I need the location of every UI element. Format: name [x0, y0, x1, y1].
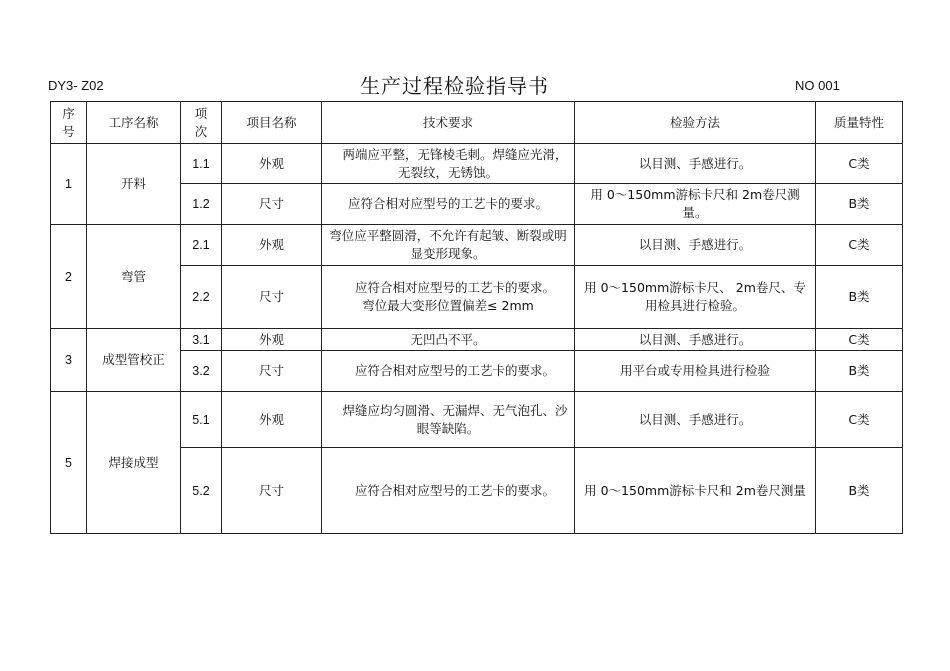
- cell-item-no: 1.1: [181, 144, 222, 184]
- cell-method: 以目测、手感进行。: [575, 329, 816, 351]
- cell-requirement: 无凹凸不平。: [322, 329, 575, 351]
- cell-item-no: 2.2: [181, 266, 222, 329]
- cell-requirement: 两端应平整，无锋棱毛刺。焊缝应光滑，无裂纹，无锈蚀。: [322, 144, 575, 184]
- cell-quality: B类: [816, 448, 903, 534]
- cell-process: 成型管校正: [87, 329, 181, 392]
- cell-item-name: 外观: [222, 392, 322, 448]
- cell-item-no: 5.2: [181, 448, 222, 534]
- header-seq: 序 号: [51, 102, 87, 144]
- cell-method: 用 0～150mm游标卡尺、 2m卷尺、专用检具进行检验。: [575, 266, 816, 329]
- cell-method: 用 0～150mm游标卡尺和 2m卷尺测量。: [575, 184, 816, 225]
- document-number: NO 001: [795, 78, 840, 93]
- table-row: [51, 329, 903, 351]
- cell-quality: B类: [816, 184, 903, 225]
- cell-process: 弯管: [87, 225, 181, 329]
- cell-process: 焊接成型: [87, 392, 181, 534]
- cell-quality: B类: [816, 266, 903, 329]
- header-inspection-method: 检验方法: [575, 102, 816, 144]
- cell-requirement: 应符合相对应型号的工艺卡的要求。: [322, 448, 575, 534]
- header-technical-requirement: 技术要求: [322, 102, 575, 144]
- cell-process: 开料: [87, 144, 181, 225]
- cell-item-no: 3.1: [181, 329, 222, 351]
- cell-quality: C类: [816, 392, 903, 448]
- cell-seq: 3: [51, 329, 87, 392]
- cell-seq: 1: [51, 144, 87, 225]
- cell-quality: C类: [816, 225, 903, 266]
- cell-requirement: 焊缝应均匀圆滑、无漏焊、无气泡孔、沙眼等缺陷。: [322, 392, 575, 448]
- cell-item-no: 3.2: [181, 351, 222, 392]
- header-item-name: 项目名称: [222, 102, 322, 144]
- cell-item-no: 1.2: [181, 184, 222, 225]
- cell-seq: 5: [51, 392, 87, 534]
- header-item-no: 项 次: [181, 102, 222, 144]
- document-code: DY3- Z02: [48, 78, 104, 93]
- cell-item-name: 尺寸: [222, 351, 322, 392]
- cell-requirement: 应符合相对应型号的工艺卡的要求。 弯位最大变形位置偏差≤ 2mm: [322, 266, 575, 329]
- cell-method: 用平台或专用检具进行检验: [575, 351, 816, 392]
- table-row: [51, 144, 903, 184]
- table-row: [51, 225, 903, 266]
- cell-item-name: 外观: [222, 225, 322, 266]
- cell-method: 以目测、手感进行。: [575, 144, 816, 184]
- cell-item-name: 尺寸: [222, 184, 322, 225]
- header-quality-characteristic: 质量特性: [816, 102, 903, 144]
- cell-item-name: 外观: [222, 329, 322, 351]
- cell-seq: 2: [51, 225, 87, 329]
- table-row: [51, 392, 903, 448]
- cell-quality: B类: [816, 351, 903, 392]
- document-title: 生产过程检验指导书: [360, 74, 549, 98]
- cell-item-no: 2.1: [181, 225, 222, 266]
- cell-item-name: 尺寸: [222, 266, 322, 329]
- cell-quality: C类: [816, 144, 903, 184]
- cell-item-name: 尺寸: [222, 448, 322, 534]
- cell-requirement: 弯位应平整圆滑，不允许有起皱、断裂或明显变形现象。: [322, 225, 575, 266]
- header-process-name: 工序名称: [87, 102, 181, 144]
- cell-requirement: 应符合相对应型号的工艺卡的要求。: [322, 351, 575, 392]
- cell-method: 以目测、手感进行。: [575, 392, 816, 448]
- cell-item-name: 外观: [222, 144, 322, 184]
- inspection-table: [50, 101, 903, 534]
- cell-requirement: 应符合相对应型号的工艺卡的要求。: [322, 184, 575, 225]
- cell-method: 用 0～150mm游标卡尺和 2m卷尺测量: [575, 448, 816, 534]
- table-header-row: [51, 102, 903, 144]
- cell-method: 以目测、手感进行。: [575, 225, 816, 266]
- cell-quality: C类: [816, 329, 903, 351]
- cell-item-no: 5.1: [181, 392, 222, 448]
